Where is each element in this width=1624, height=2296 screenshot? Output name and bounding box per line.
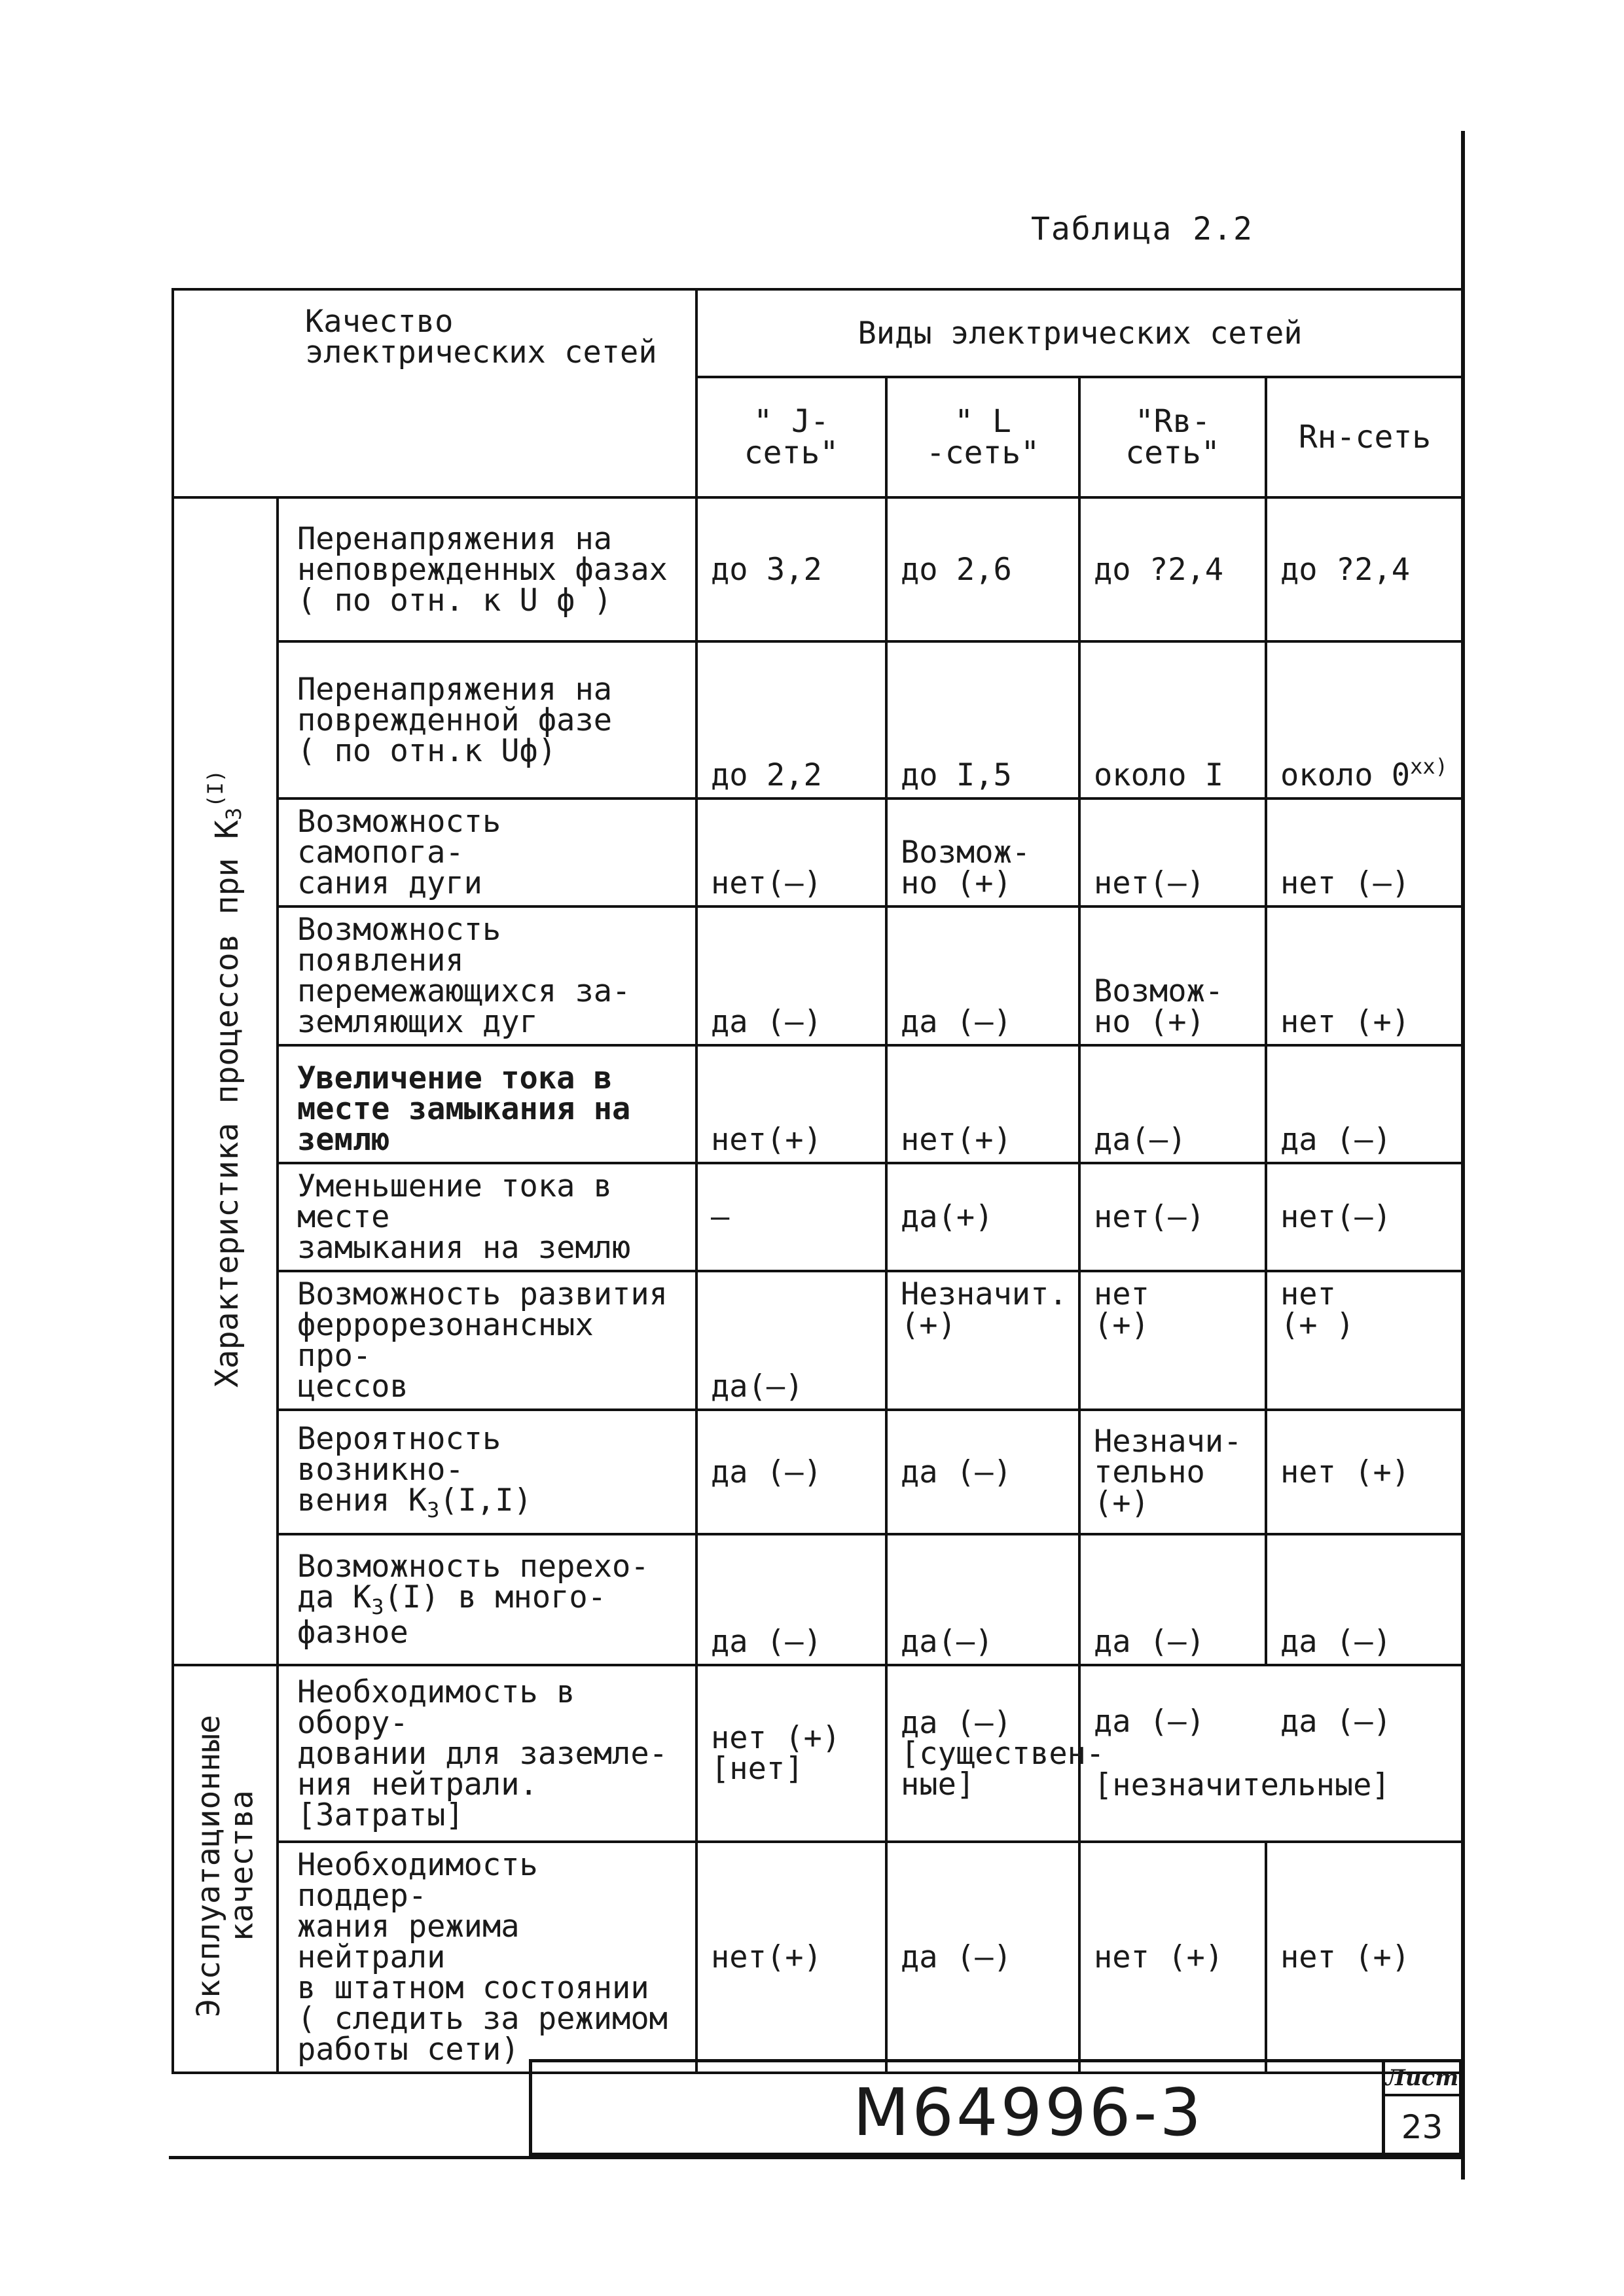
row-value: да (–) <box>696 1410 886 1534</box>
table-row <box>173 1842 1464 2073</box>
group-processes-label: Характеристика процессов при $К_3^{(I)}$ <box>203 769 247 1388</box>
header-net-j: " J-сеть" <box>696 377 886 497</box>
row-characteristic: Увеличение тока в месте замыкания на землю <box>278 1045 696 1163</box>
row-value: да (–) <box>1079 1534 1266 1665</box>
table-row <box>173 1163 1464 1271</box>
row-value: да(–) <box>886 1534 1079 1665</box>
header-net-rn: Rн-сеть <box>1266 377 1464 497</box>
group-operational <box>173 1665 278 2073</box>
row-value: Незначит. (+) <box>886 1271 1079 1410</box>
row-value: нет(+) <box>886 1045 1079 1163</box>
row-value: нет (–) <box>1266 798 1464 906</box>
table-row <box>173 1410 1464 1534</box>
group-processes <box>173 497 278 1665</box>
row-value-merged <box>1079 1665 1464 1842</box>
row-value: да (–) <box>696 906 886 1045</box>
row-value: нет (+) <box>1079 1271 1266 1410</box>
row-value: Незначи- тельно (+) <box>1079 1410 1266 1534</box>
row-characteristic: Возможность развития феррорезонансных про- цессов <box>278 1271 696 1410</box>
header-net-l: " L -сеть" <box>886 377 1079 497</box>
header-kinds: Виды электрических сетей <box>696 289 1464 377</box>
row-value: да (–) <box>886 906 1079 1045</box>
row-value: да(+) <box>886 1163 1079 1271</box>
row-value: нет (+) <box>1266 1410 1464 1534</box>
sheet-number: 23 <box>1401 2108 1443 2146</box>
row-value: нет(–) <box>1079 1163 1266 1271</box>
row-value: – <box>696 1163 886 1271</box>
table-row <box>173 1271 1464 1410</box>
row-value: до I,5 <box>886 641 1079 798</box>
row-characteristic: Перенапряжения на поврежденной фазе ( по отн.к Uф) <box>278 641 696 798</box>
table-row <box>173 1534 1464 1665</box>
row-value: нет (+) <box>1266 1842 1464 2073</box>
row-value: да (–) <box>886 1410 1079 1534</box>
merged-values <box>1081 1704 1462 1740</box>
row-value: нет (+) <box>1079 1842 1266 2073</box>
row-value: до 2,2 <box>696 641 886 798</box>
row-value: да (–) <box>1094 1704 1205 1740</box>
table-row <box>173 1665 1464 1842</box>
table-row <box>173 1045 1464 1163</box>
cost-note: [незначительные] <box>1094 1767 1390 1803</box>
row-characteristic: Необходимость поддер- жания режима нейтрали в штатном состоянии ( следить за режимом работы сети) <box>278 1842 696 2073</box>
row-value: нет (+) <box>1266 906 1464 1045</box>
row-value: до ?2,4 <box>1079 497 1266 641</box>
row-value: да (–) <box>1280 1704 1392 1740</box>
row-value: Возмож- но (+) <box>886 798 1079 906</box>
row-value: нет(+) <box>696 1045 886 1163</box>
sheet-label: Лист <box>1385 2065 1459 2096</box>
row-value: до 3,2 <box>696 497 886 641</box>
header-row-1 <box>173 289 1464 377</box>
row-value: да (–) <box>886 1842 1079 2073</box>
row-value: нет(–) <box>696 798 886 906</box>
comparison-table <box>171 288 1465 2074</box>
table-row <box>173 798 1464 906</box>
group-operational-label: Эксплуатационные качества <box>190 1715 260 2018</box>
row-characteristic: Необходимость в обору- довании для заземле- ния нейтрали. [Затраты] <box>278 1665 696 1842</box>
row-value: до 2,6 <box>886 497 1079 641</box>
row-characteristic: Возможность появления перемежающихся за- земляющих дуг <box>278 906 696 1045</box>
sheet-box <box>1382 2062 1459 2153</box>
table-row <box>173 641 1464 798</box>
row-value: около I <box>1079 641 1266 798</box>
row-value: да (–) <box>1266 1534 1464 1665</box>
row-value: нет(–) <box>1266 1163 1464 1271</box>
table-row <box>173 906 1464 1045</box>
header-quality <box>173 289 696 497</box>
title-block <box>529 2059 1462 2156</box>
header-net-rv: "Rв-сеть" <box>1079 377 1266 497</box>
row-value: да (–) [существен- ные] <box>886 1665 1079 1842</box>
table-row <box>173 497 1464 641</box>
row-value: нет (+ ) <box>1266 1271 1464 1410</box>
row-characteristic: Перенапряжения на неповрежденных фазах ( по отн. к U ф ) <box>278 497 696 641</box>
row-value: нет(+) <box>696 1842 886 2073</box>
row-characteristic: Уменьшение тока в месте замыкания на землю <box>278 1163 696 1271</box>
bottom-rule <box>169 2156 1465 2159</box>
header-quality-text: Качество электрических сетей <box>305 304 657 370</box>
row-characteristic: Возможность перехо- да $К_3(I)$ в много- фазное <box>278 1534 696 1665</box>
row-characteristic: Возможность самопога- сания дуги <box>278 798 696 906</box>
row-value: нет(–) <box>1079 798 1266 906</box>
row-value: да(–) <box>1079 1045 1266 1163</box>
row-value: да (–) <box>696 1534 886 1665</box>
document-code: М64996-3 <box>853 2074 1204 2151</box>
row-value: да (–) <box>1266 1045 1464 1163</box>
row-characteristic: Вероятность возникно- вения $К_3(I,I)$ <box>278 1410 696 1534</box>
row-value: Возмож- но (+) <box>1079 906 1266 1045</box>
row-value: да(–) <box>696 1271 886 1410</box>
row-value: до ?2,4 <box>1266 497 1464 641</box>
row-value: около 0$^{xx)}$ <box>1266 641 1464 798</box>
table-caption: Таблица 2.2 <box>1031 211 1254 247</box>
row-value: нет (+) [нет] <box>696 1665 886 1842</box>
